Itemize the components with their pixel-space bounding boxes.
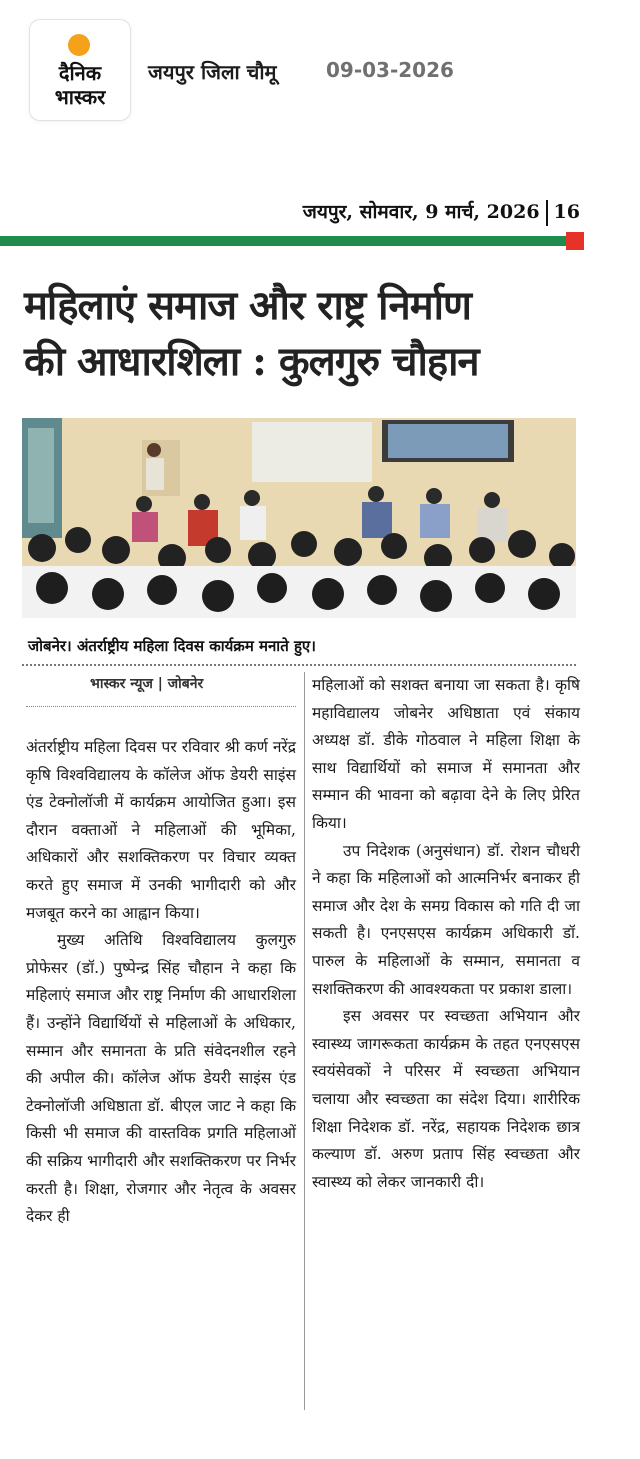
article-byline: भास्कर न्यूज | जोबनेर <box>90 676 204 692</box>
page-folio <box>303 198 580 226</box>
article-column-2 <box>312 672 580 1196</box>
headline-line-2: की आधारशिला : कुलगुरु चौहान <box>24 338 479 385</box>
sun-icon <box>68 34 90 56</box>
article-headline <box>24 278 594 390</box>
event-photo-illustration <box>22 418 576 618</box>
folio-date: जयपुर, सोमवार, 9 मार्च, 2026 <box>302 201 540 223</box>
paragraph: महिलाओं को सशक्त बनाया जा सकता है। कृषि महाविद्यालय जोबनेर अधिष्ठाता एवं संकाय अध्यक्ष डॉ. डीके गोठवाल ने महिला शिक्षा के साथ विद्यार्थियों को समाज में समानता और सम्मान की भावना को बढ़ावा देने के लिए प्रेरित किया। <box>312 676 580 832</box>
edition-date: 09-03-2026 <box>326 58 454 82</box>
paragraph: उप निदेशक (अनुसंधान) डॉ. रोशन चौधरी ने कहा कि महिलाओं को आत्मनिर्भर बनाकर ही समाज और देश के समग्र विकास को गति दी जा सकती है। एनएसएस कार्यक्रम अधिकारी डॉ. पारुल के महिलाओं के सम्मान, समानता व सशक्तिकरण की आवश्यकता पर प्रकाश डाला। <box>312 841 580 998</box>
dainik-bhaskar-logo <box>30 20 130 120</box>
page-number: 16 <box>553 201 580 223</box>
page-rule-green <box>0 236 566 246</box>
paragraph: अंतर्राष्ट्रीय महिला दिवस पर रविवार श्री कर्ण नरेंद्र कृषि विश्वविद्यालय के कॉलेज ऑफ डेयरी साइंस एंड टेक्नोलॉजी में कार्यक्रम आयोजित हुआ। इस दौरान वक्ताओं ने महिलाओं की भूमिका, अधिकारों और सशक्तिकरण पर विचार व्यक्त करते हुए समाज में उनकी भागीदारी को और मजबूत करने का आह्वान किया। <box>26 738 296 922</box>
event-photo <box>22 418 576 618</box>
photo-caption: जोबनेर। अंतर्राष्ट्रीय महिला दिवस कार्यक्रम मनाते हुए। <box>28 637 316 655</box>
paragraph: इस अवसर पर स्वच्छता अभियान और स्वास्थ्य जागरूकता कार्यक्रम के तहत एनएसएस स्वयंसेवकों ने परिसर में स्वच्छता अभियान चलाया और स्वच्छता का संदेश दिया। शारीरिक शिक्षा निदेशक डॉ. नरेंद्र, सहायक निदेशक छात्र कल्याण डॉ. अरुण प्रताप सिंह स्वच्छता और स्वास्थ्य को लेकर जानकारी दी। <box>312 1007 580 1191</box>
byline-rule <box>26 706 296 707</box>
folio-separator <box>546 200 548 226</box>
page-rule-red <box>566 232 584 250</box>
edition-name: जयपुर जिला चौमू <box>148 60 277 84</box>
article-column-1 <box>26 734 296 1231</box>
caption-rule <box>22 664 576 666</box>
logo-line-1: दैनिक <box>58 61 102 85</box>
column-divider <box>304 672 305 1410</box>
paragraph: मुख्य अतिथि विश्वविद्यालय कुलगुरु प्रोफेसर (डॉ.) पुष्पेन्द्र सिंह चौहान ने कहा कि महिलाएं समाज और राष्ट्र निर्माण की आधारशिला हैं। उन्होंने विद्यार्थियों से महिलाओं के अधिकार, सम्मान और समानता के प्रति संवेदनशील रहने की अपील की। कॉलेज ऑफ डेयरी साइंस एंड टेक्नोलॉजी अधिष्ठाता डॉ. बीएल जाट ने कहा कि किसी भी समाज की वास्तविक प्रगति महिलाओं की सक्रिय भागीदारी और सशक्तिकरण पर निर्भर करती है। शिक्षा, रोजगार और नेतृत्व के अवसर देकर ही <box>26 931 296 1226</box>
logo-line-2: भास्कर <box>54 85 106 109</box>
headline-line-1: महिलाएं समाज और राष्ट्र निर्माण <box>24 282 471 329</box>
